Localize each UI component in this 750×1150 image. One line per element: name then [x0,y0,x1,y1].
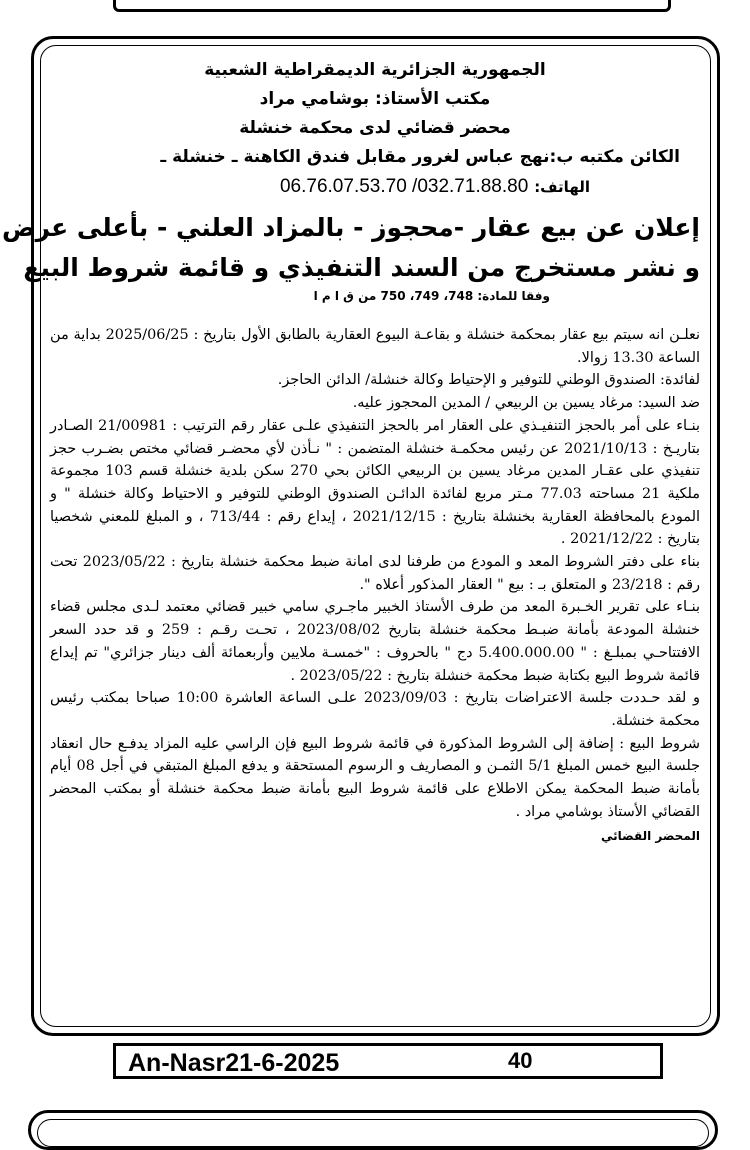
office-role: محضر قضائي لدى محكمة خنشلة [239,118,511,138]
ad-title-line1: إعلان عن بيع عقار -محجوز - بالمزاد العلني - بأعلى عرض [1,213,700,242]
bailiff-signature: المحضر القضائي [600,829,700,844]
sale-conditions: شروط البيع : إضافة إلى الشروط المذكورة في قائمة شروط البيع فإن الراسي عليه المزاد يدفـع حال انعقاد جلسة البيع خمس المبلغ 5/1 الثمـن و المصاريف و الرسوم المستحقة و يدفع المبلغ المتبقي في أجل 08 أيام بأمانة ضبط المحكمة يمكن الاطلاع على قائمة شروط البيع بأمانة ضبط محكمة خنشلة أو بمكتب المحضر القضائي الأستاذ بوشامي مراد . [50,735,700,820]
ad-title-line2: و نشر مستخرج من السند التنفيذي و قائمة شروط البيع [23,253,700,282]
office-phone [50,172,700,202]
republic-heading: الجمهورية الجزائرية الديمقراطية الشعبية [204,60,546,80]
ad-header [1,56,700,305]
ad-body [50,324,700,848]
debtor: ضد السيد: مرغاد يسين بن الربيعي / المدين المحجوز عليه. [352,395,700,412]
seizure-order: بنـاء على أمر بالحجز التنفيـذي على العقار امر بالحجز التنفيذي علـى عقار رقم الترتيب : 21/00981 الصـادر بتاريـخ : 2021/10/13 عن رئيس محكمـة خنشلة المتضمن : " نـأذن لأي محضـر قضائي مختص بضـرب حجز تنفيذي على عقـار المدين مرغاد يسين بن الربيعي الكائن بحي 270 سكن بلدية خنشلة قسم 103 مجموعة ملكية 21 مساحته 77.03 مـتر مربع لفائدة الدائـن الصندوق الوطني للتوفير و الاحتياط وكالة خنشلة " و المودع بالمحافظة العقارية بخنشلة بتاريخ : 2021/12/15 ، إيداع رقم : 713/44 ، و المبلغ للمعني شخصيا بتاريخ : 2021/12/22 . [50,417,700,548]
next-ad-inner-border [37,1119,709,1147]
phone-label: الهاتف: [534,178,590,196]
conditions-book: بناء على دفتر الشروط المعد و المودع من طرفنا لدى امانة ضبط محكمة خنشلة بتاريخ : 2023/05/22 تحت رقم : 23/218 و المتعلق بـ : بيع " العقار المذكور أعلاه ". [50,554,700,593]
sale-announcement: نعلـن انه سيتم بيع عقار بمحكمة خنشلة و بقاعـة البيوع العقارية بالطابق الأول بتاريخ : 2025/06/25 بداية من الساعة 13.30 زوالا. [50,327,700,366]
legal-reference: وفقا للمادة: 748، 749، 750 من ق ا م ا [313,289,550,303]
next-ad-box [28,1110,718,1150]
previous-ad-box [113,0,671,12]
newspaper-footer [113,1043,663,1079]
newspaper-name-date: An-Nasr21-6-2025 [128,1049,340,1077]
objections-session: و لقد حـددت جلسة الاعتراضات بتاريخ : 2023/09/03 علـى الساعة العاشرة 10:00 صباحا بمكتب رئيس محكمة خنشلة. [50,690,700,729]
page-number: 40 [508,1048,533,1073]
expert-report: بنـاء على تقرير الخـبرة المعد من طرف الأستاذ الخبير ماجـري سامي خبير قضائي معتمد لـدى مجلس قضاء خنشلة المودعة بأمانة ضبـط محكمة خنشلة بتاريخ 2023/08/02 ، تحـت رقـم : 259 و قد حدد السعر الافتتاحـي بمبلـغ : " 5.400.000.00 دج " بالحروف : "خمسـة ملايين وأربعمائة ألف دينار جزائري" تم إيداع قائمة شروط البيع بكتابة ضبط محكمة خنشلة بتاريخ : 2023/05/22 . [50,599,700,684]
phone-numbers: 06.76.07.53.70 /032.71.88.80 [279,176,529,197]
office-name: مكتب الأستاذ: بوشامي مراد [259,89,491,109]
creditor: لفائدة: الصندوق الوطني للتوفير و الإحتياط وكالة خنشلة/ الدائن الحاجز. [277,372,700,389]
office-address: الكائن مكتبه ب:نهج عباس لغرور مقابل فندق الكاهنة ـ خنشلة ـ [160,147,680,167]
